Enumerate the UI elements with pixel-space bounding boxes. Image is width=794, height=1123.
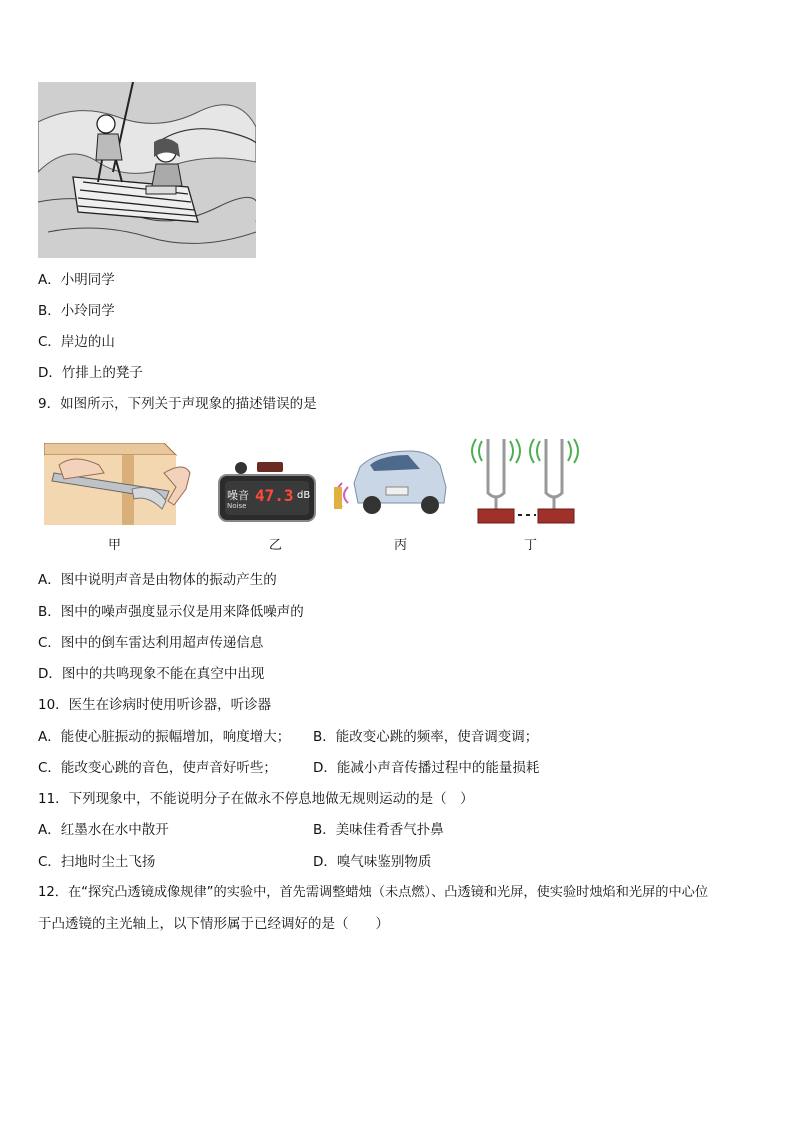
option-d: D．竹排上的凳子	[38, 365, 143, 381]
option-d: D．图中的共鸣现象不能在真空中出现	[38, 666, 265, 682]
figure-bing-car-radar	[330, 447, 448, 519]
option-a: A．红墨水在水中散开	[38, 822, 169, 838]
option-d: D．嗅气味鉴别物质	[313, 854, 432, 870]
meter-reading: 47.3	[255, 486, 294, 505]
option-b: B．能改变心跳的频率，使音调变调；	[313, 729, 539, 745]
meter-label-top: 噪音	[227, 489, 249, 502]
option-c: C．岸边的山	[38, 334, 115, 350]
option-c: C．能改变心跳的音色，使声音好听些；	[38, 760, 277, 776]
option-b: B．小玲同学	[38, 303, 115, 319]
figure-jia-ruler	[44, 443, 199, 525]
meter-unit: dB	[297, 490, 311, 501]
figure-yi-noise-meter	[217, 459, 317, 523]
option-a: A．小明同学	[38, 272, 115, 288]
question-10-stem: 10．医生在诊病时使用听诊器，听诊器	[38, 697, 272, 713]
option-a: A．能使心脏振动的振幅增加，响度增大；	[38, 729, 291, 745]
option-a: A．图中说明声音是由物体的振动产生的	[38, 572, 277, 588]
caption-bing: 丙	[394, 538, 408, 553]
option-d: D．能减小声音传播过程中的能量损耗	[313, 760, 540, 776]
caption-ding: 丁	[524, 538, 538, 553]
option-b: B．图中的噪声强度显示仪是用来降低噪声的	[38, 604, 304, 620]
question-12-stem-line1: 12．在“探究凸透镜成像规律”的实验中，首先需调整蜡烛（未点燃）、凸透镜和光屏，使实验时烛焰和光屏的中心位	[38, 885, 709, 900]
caption-jia: 甲	[108, 538, 122, 553]
caption-yi: 乙	[269, 538, 283, 553]
raft-illustration	[38, 82, 256, 258]
figure-ding-tuning-forks	[468, 435, 586, 527]
meter-label-bottom: Noise	[227, 502, 247, 510]
option-c: C．图中的倒车雷达利用超声传递信息	[38, 635, 264, 651]
option-c: C．扫地时尘土飞扬	[38, 854, 156, 870]
option-b: B．美味佳肴香气扑鼻	[313, 822, 444, 838]
question-9-stem: 9．如图所示，下列关于声现象的描述错误的是	[38, 396, 317, 412]
question-12-stem-line2: 于凸透镜的主光轴上，以下情形属于已经调好的是（ ）	[38, 916, 389, 932]
question-11-stem: 11．下列现象中，不能说明分子在做永不停息地做无规则运动的是（ ）	[38, 791, 474, 807]
